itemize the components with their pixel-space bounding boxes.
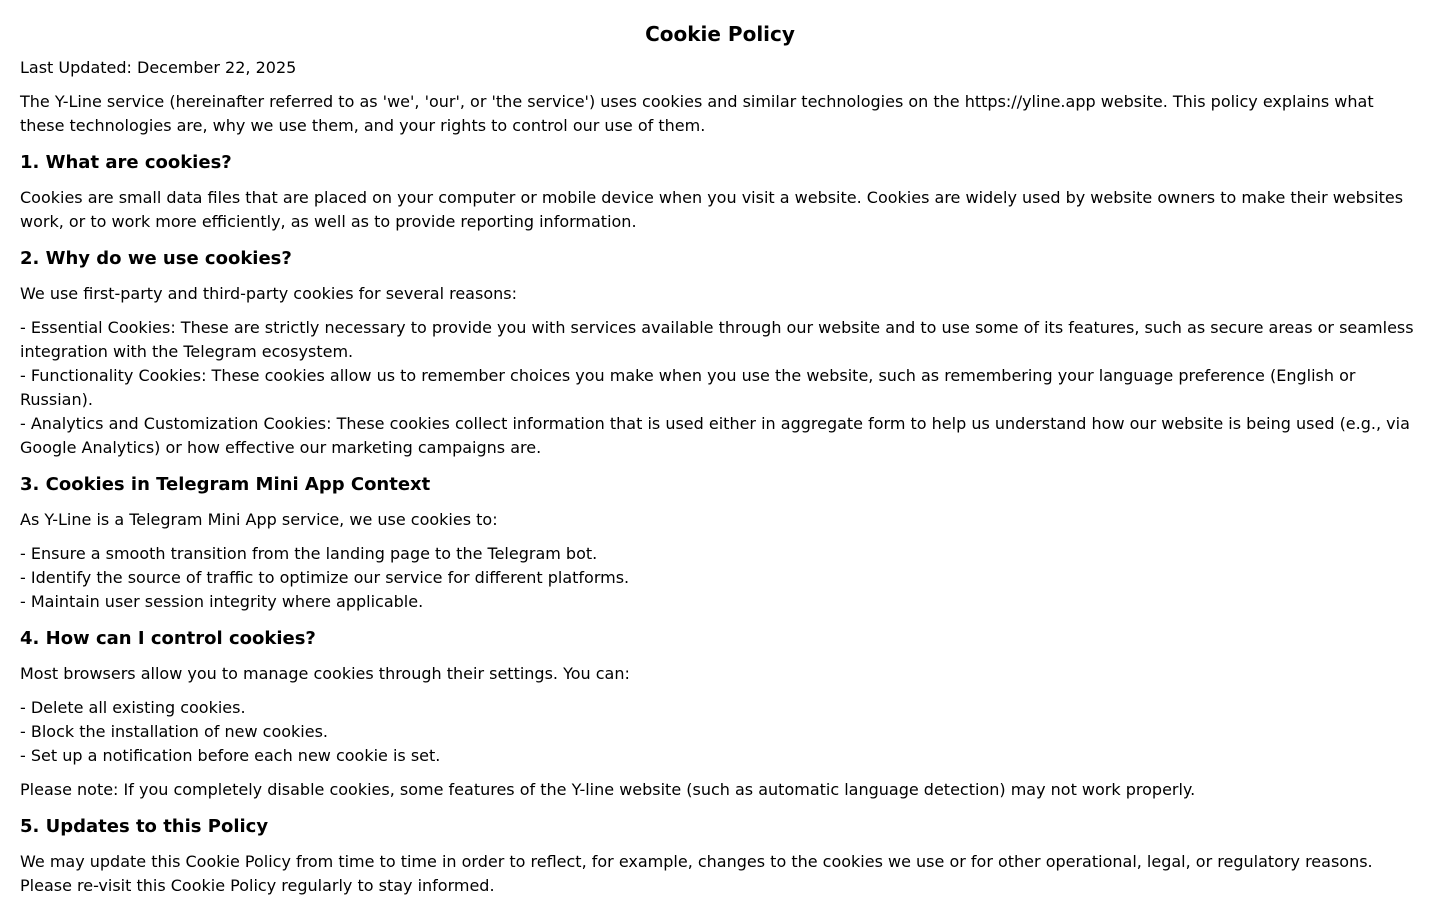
disable-note: Please note: If you completely disable cookies, some features of the Y-line website (such as automatic language detection) may not work properly. (20, 780, 1196, 799)
section-heading-updates: 5. Updates to this Policy (20, 816, 269, 837)
control-options-list (20, 696, 1420, 768)
section-heading-control-cookies: 4. How can I control cookies? (20, 628, 316, 649)
list-item: - Functionality Cookies: These cookies allow us to remember choices you make when you use the website, such as remembering your language preference (English or Russian). (20, 366, 1356, 409)
list-item: - Essential Cookies: These are strictly necessary to provide you with services available through our website and to use some of its features, such as secure areas or seamless integration with the Telegram ecosystem. (20, 318, 1414, 361)
list-item: - Delete all existing cookies. (20, 698, 246, 717)
list-item: - Analytics and Customization Cookies: These cookies collect information that is used either in aggregate form to help us understand how our website is being used (e.g., via Google Analytics) or how effective our marketing campaigns are. (20, 414, 1410, 457)
section-paragraph: We use first-party and third-party cookies for several reasons: (20, 284, 517, 303)
intro-paragraph: The Y-Line service (hereinafter referred to as 'we', 'our', or 'the service') uses cookies and similar technologies on the https://yline.app website. This policy explains what these technologies are, why we use them, and your rights to control our use of them. (20, 92, 1374, 135)
page-title: Cookie Policy (645, 22, 795, 46)
last-updated: Last Updated: December 22, 2025 (20, 58, 297, 77)
list-item: - Ensure a smooth transition from the landing page to the Telegram bot. (20, 544, 598, 563)
cookie-types-list (20, 316, 1420, 460)
section-heading-telegram-context: 3. Cookies in Telegram Mini App Context (20, 474, 431, 495)
list-item: - Maintain user session integrity where applicable. (20, 592, 424, 611)
section-paragraph: Cookies are small data files that are placed on your computer or mobile device when you visit a website. Cookies are widely used by website owners to make their websites work, or to work more efficiently, as well as to provide reporting information. (20, 188, 1404, 231)
section-heading-why-use-cookies: 2. Why do we use cookies? (20, 248, 292, 269)
section-paragraph: As Y-Line is a Telegram Mini App service, we use cookies to: (20, 510, 498, 529)
list-item: - Set up a notification before each new cookie is set. (20, 746, 441, 765)
list-item: - Block the installation of new cookies. (20, 722, 329, 741)
section-heading-what-are-cookies: 1. What are cookies? (20, 152, 232, 173)
list-item: - Identify the source of traffic to optimize our service for different platforms. (20, 568, 630, 587)
section-paragraph: Most browsers allow you to manage cookies through their settings. You can: (20, 664, 630, 683)
section-paragraph: We may update this Cookie Policy from time to time in order to reflect, for example, changes to the cookies we use or for other operational, legal, or regulatory reasons. Please re-visit this Cookie Policy regularly to stay informed. (20, 852, 1373, 895)
telegram-uses-list (20, 542, 1420, 614)
